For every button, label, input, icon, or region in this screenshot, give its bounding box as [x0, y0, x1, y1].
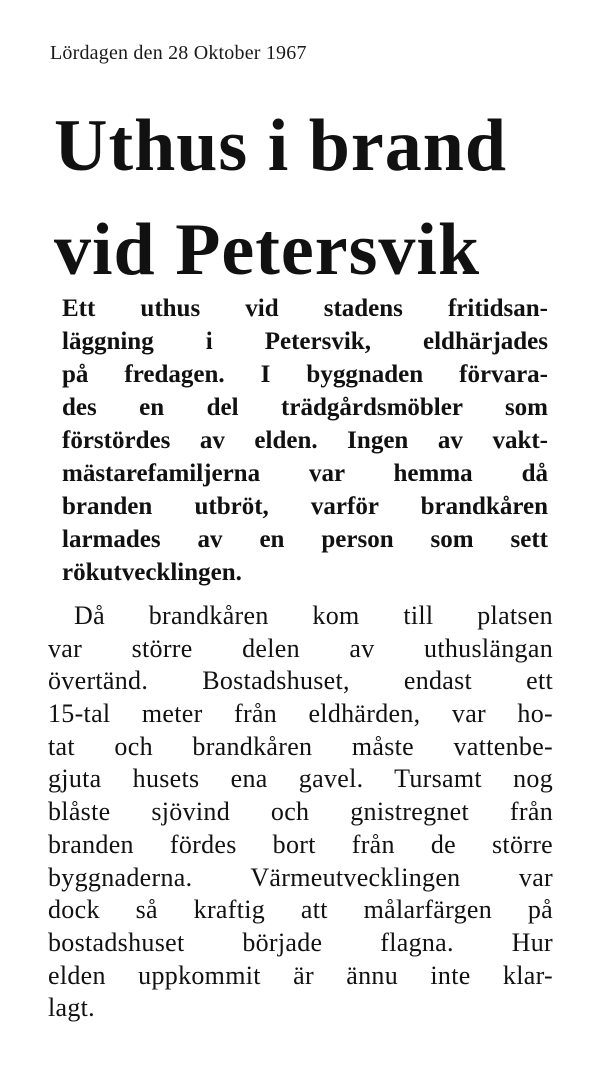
headline: [54, 94, 574, 302]
body-line: elden uppkommit är ännu inte klar-: [48, 960, 553, 990]
headline-line: Uthus i brand: [54, 105, 508, 187]
body-paragraph: [48, 600, 553, 1025]
lead-paragraph: [62, 292, 548, 589]
body-line: lagt.: [48, 993, 95, 1023]
body-line: gjuta husets ena gavel. Tursamt nog: [48, 764, 553, 794]
body-line: tat och brandkåren måste vattenbe-: [48, 731, 553, 761]
body-line: Då brandkåren kom till platsen: [74, 601, 553, 630]
body-line: bostadshuset började flagna. Hur: [48, 927, 553, 957]
body-line: byggnaderna. Värmeutvecklingen var: [48, 862, 553, 892]
lead-line: branden utbröt, varför brandkåren: [62, 493, 548, 520]
lead-line: läggning i Petersvik, eldhärjades: [62, 328, 548, 355]
lead-line: förstördes av elden. Ingen av vakt-: [62, 427, 548, 454]
body-line: 15-tal meter från eldhärden, var ho-: [48, 699, 553, 729]
body-line: blåste sjövind och gnistregnet från: [48, 797, 553, 827]
lead-line: på fredagen. I byggnaden förvara-: [62, 361, 548, 388]
lead-line: mästarefamiljerna var hemma då: [62, 460, 548, 487]
body-line: branden fördes bort från de större: [48, 829, 553, 859]
dateline: Lördagen den 28 Oktober 1967: [50, 42, 307, 64]
lead-line: larmades av en person som sett: [62, 526, 548, 553]
lead-line: des en del trädgårdsmöbler som: [62, 394, 548, 421]
body-line: dock så kraftig att målarfärgen på: [48, 895, 553, 925]
headline-line: vid Petersvik: [54, 209, 481, 291]
lead-line: Ett uthus vid stadens fritidsan-: [62, 295, 548, 322]
lead-line: rökutvecklingen.: [62, 559, 242, 586]
body-line: övertänd. Bostadshuset, endast ett: [48, 666, 553, 696]
body-line: var större delen av uthuslängan: [48, 633, 553, 663]
